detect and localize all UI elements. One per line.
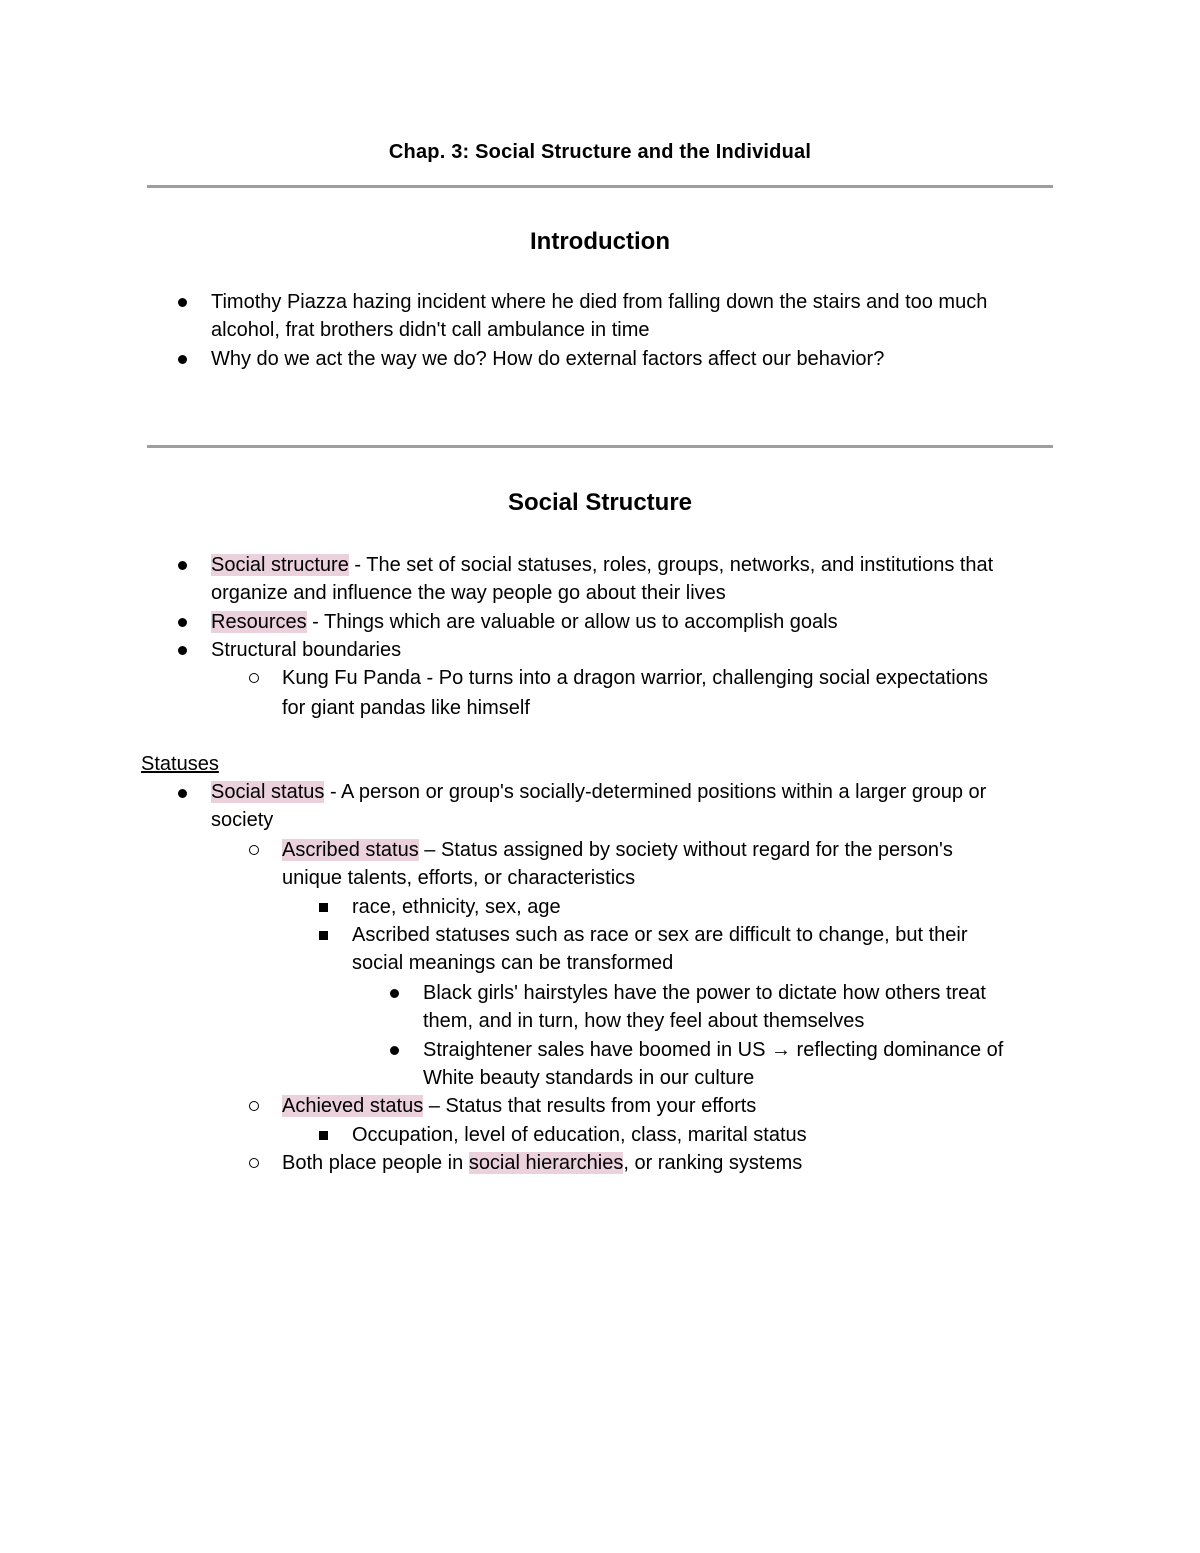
list-item-text: them, and in turn, how they feel about themselves	[423, 1010, 865, 1032]
bullet-disc-icon	[390, 1046, 399, 1055]
list-item-text: Structural boundaries	[211, 639, 402, 661]
sentence-text: Both place people in	[282, 1152, 469, 1174]
bullet-square-icon	[319, 931, 328, 940]
bullet-disc-icon	[178, 355, 187, 364]
list-item-text: society	[211, 809, 274, 831]
list-item-text: Ascribed statuses such as race or sex are difficult to change, but their	[352, 924, 968, 946]
bullet-disc-icon	[178, 618, 187, 627]
horizontal-rule	[147, 185, 1053, 188]
bullet-disc-icon	[178, 646, 187, 655]
highlighted-term: Achieved status	[282, 1095, 424, 1117]
list-item-text: Kung Fu Panda - Po turns into a dragon warrior, challenging social expectations	[282, 667, 988, 689]
list-item-text: unique talents, efforts, or characteristics	[282, 867, 636, 889]
list-item-text	[211, 608, 838, 636]
list-item-text: Black girls' hairstyles have the power to dictate how others treat	[423, 982, 986, 1004]
bullet-circle-icon	[249, 673, 259, 683]
bullet-square-icon	[319, 903, 328, 912]
definition-text: - The set of social statuses, roles, groups, networks, and institutions that	[348, 554, 994, 576]
definition-text: - Things which are valuable or allow us to accomplish goals	[306, 611, 838, 633]
list-item-text	[282, 1149, 802, 1177]
list-item-text: for giant pandas like himself	[282, 697, 530, 719]
bullet-disc-icon	[178, 561, 187, 570]
bullet-circle-icon	[249, 845, 259, 855]
list-item-text	[211, 551, 993, 579]
bullet-disc-icon	[178, 298, 187, 307]
document-title: Chap. 3: Social Structure and the Individual	[388, 141, 812, 163]
highlighted-term: Social structure	[211, 554, 349, 576]
bullet-square-icon	[319, 1131, 328, 1140]
definition-text: - A person or group's socially-determined positions within a larger group or	[324, 781, 987, 803]
highlighted-term: social hierarchies	[468, 1152, 624, 1174]
list-item-text: Timothy Piazza hazing incident where he died from falling down the stairs and too much	[211, 291, 988, 313]
statuses-subheading: Statuses	[141, 753, 219, 775]
highlighted-term: Ascribed status	[282, 839, 419, 861]
bullet-circle-icon	[249, 1101, 259, 1111]
list-item-text: social meanings can be transformed	[352, 952, 674, 974]
sentence-text: , or ranking systems	[623, 1152, 803, 1174]
definition-text: – Status assigned by society without regard for the person's	[418, 839, 953, 861]
social-structure-heading: Social Structure	[507, 489, 693, 516]
list-item-text	[282, 1092, 756, 1120]
bullet-circle-icon	[249, 1158, 259, 1168]
list-item-text: Why do we act the way we do? How do external factors affect our behavior?	[211, 348, 885, 370]
horizontal-rule	[147, 445, 1053, 448]
list-item-text	[211, 778, 986, 806]
introduction-heading: Introduction	[530, 228, 670, 255]
list-item-text	[282, 836, 953, 864]
list-item-text: Straightener sales have boomed in US → reflecting dominance of	[423, 1039, 1004, 1061]
bullet-disc-icon	[390, 989, 399, 998]
bullet-disc-icon	[178, 789, 187, 798]
list-item-text: race, ethnicity, sex, age	[352, 896, 561, 918]
list-item-text: Occupation, level of education, class, marital status	[352, 1124, 807, 1146]
definition-text: – Status that results from your efforts	[423, 1095, 757, 1117]
list-item-text: White beauty standards in our culture	[423, 1067, 755, 1089]
list-item-text: alcohol, frat brothers didn't call ambulance in time	[211, 319, 650, 341]
list-item-text: organize and influence the way people go about their lives	[211, 582, 726, 604]
highlighted-term: Resources	[211, 611, 307, 633]
highlighted-term: Social status	[211, 781, 325, 803]
